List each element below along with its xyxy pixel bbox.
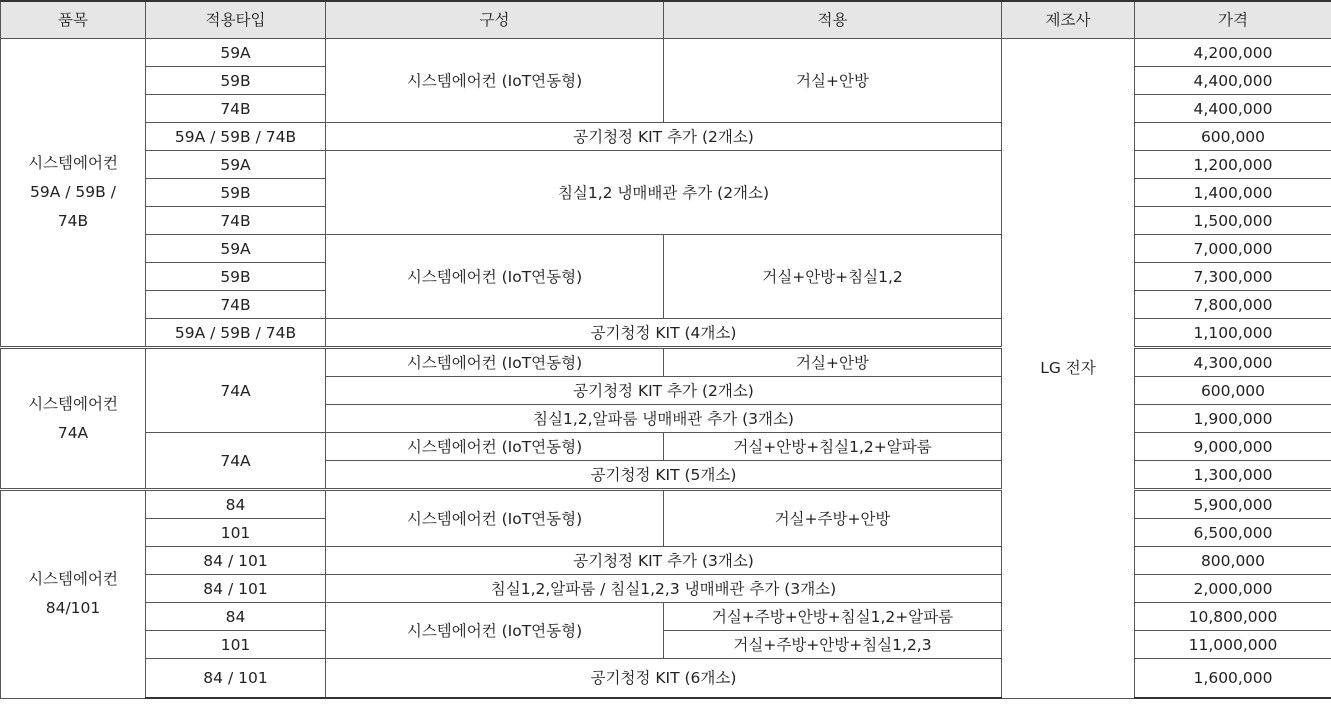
price-cell: 4,200,000 bbox=[1135, 39, 1331, 67]
apply-cell: 거실+주방+안방 bbox=[664, 490, 1002, 547]
config-cell: 시스템에어컨 (IoT연동형) bbox=[326, 39, 664, 123]
price-cell: 600,000 bbox=[1135, 377, 1331, 405]
category-cell bbox=[1, 39, 146, 348]
apply-cell: 거실+주방+안방+침실1,2+알파룸 bbox=[664, 603, 1002, 631]
config-cell: 공기청정 KIT 추가 (2개소) bbox=[326, 123, 1002, 151]
config-cell: 시스템에어컨 (IoT연동형) bbox=[326, 433, 664, 461]
type-cell: 74A bbox=[146, 433, 326, 490]
type-cell: 101 bbox=[146, 519, 326, 547]
type-cell: 84 / 101 bbox=[146, 659, 326, 699]
apply-cell: 거실+안방 bbox=[664, 39, 1002, 123]
type-cell: 59B bbox=[146, 263, 326, 291]
type-cell: 84 / 101 bbox=[146, 575, 326, 603]
type-cell: 59B bbox=[146, 67, 326, 95]
config-cell: 침실1,2,알파룸 냉매배관 추가 (3개소) bbox=[326, 405, 1002, 433]
price-cell: 1,500,000 bbox=[1135, 207, 1331, 235]
apply-cell: 거실+안방+침실1,2 bbox=[664, 235, 1002, 319]
header-type: 적용타입 bbox=[146, 1, 326, 39]
category-line: 74B bbox=[57, 212, 89, 230]
config-cell: 침실1,2,알파룸 / 침실1,2,3 냉매배관 추가 (3개소) bbox=[326, 575, 1002, 603]
type-cell: 74B bbox=[146, 291, 326, 319]
price-cell: 5,900,000 bbox=[1135, 490, 1331, 519]
price-cell: 600,000 bbox=[1135, 123, 1331, 151]
config-cell: 공기청정 KIT 추가 (3개소) bbox=[326, 547, 1002, 575]
price-cell: 4,300,000 bbox=[1135, 348, 1331, 377]
type-cell: 59A / 59B / 74B bbox=[146, 123, 326, 151]
price-cell: 1,400,000 bbox=[1135, 179, 1331, 207]
type-cell: 74A bbox=[146, 348, 326, 433]
category-line: 59A / 59B / bbox=[30, 183, 116, 201]
price-cell: 1,200,000 bbox=[1135, 151, 1331, 179]
category-cell bbox=[1, 490, 146, 699]
header-apply: 적용 bbox=[664, 1, 1002, 39]
price-cell: 10,800,000 bbox=[1135, 603, 1331, 631]
header-config: 구성 bbox=[326, 1, 664, 39]
config-cell: 침실1,2 냉매배관 추가 (2개소) bbox=[326, 151, 1002, 235]
config-cell: 시스템에어컨 (IoT연동형) bbox=[326, 348, 664, 377]
category-line: 시스템에어컨 bbox=[28, 394, 118, 413]
category-cell bbox=[1, 348, 146, 490]
price-cell: 9,000,000 bbox=[1135, 433, 1331, 461]
config-cell: 시스템에어컨 (IoT연동형) bbox=[326, 603, 664, 659]
type-cell: 84 bbox=[146, 490, 326, 519]
config-cell: 공기청정 KIT (4개소) bbox=[326, 319, 1002, 348]
category-line: 74A bbox=[57, 423, 89, 442]
price-cell: 1,600,000 bbox=[1135, 659, 1331, 699]
config-cell: 시스템에어컨 (IoT연동형) bbox=[326, 235, 664, 319]
header-row bbox=[1, 1, 1331, 39]
price-cell: 6,500,000 bbox=[1135, 519, 1331, 547]
header-manufacturer: 제조사 bbox=[1002, 1, 1135, 39]
price-cell: 11,000,000 bbox=[1135, 631, 1331, 659]
type-cell: 59B bbox=[146, 179, 326, 207]
price-cell: 1,900,000 bbox=[1135, 405, 1331, 433]
price-cell: 4,400,000 bbox=[1135, 67, 1331, 95]
category-line: 84/101 bbox=[45, 599, 101, 618]
price-cell: 4,400,000 bbox=[1135, 95, 1331, 123]
category-line: 시스템에어컨 bbox=[28, 570, 118, 589]
type-cell: 59A bbox=[146, 39, 326, 67]
config-cell: 공기청정 KIT (6개소) bbox=[326, 659, 1002, 699]
price-cell: 800,000 bbox=[1135, 547, 1331, 575]
price-cell: 1,300,000 bbox=[1135, 461, 1331, 490]
manufacturer-cell: LG 전자 bbox=[1002, 39, 1135, 699]
type-cell: 101 bbox=[146, 631, 326, 659]
category-line: 시스템에어컨 bbox=[28, 154, 118, 172]
price-cell: 7,300,000 bbox=[1135, 263, 1331, 291]
type-cell: 59A bbox=[146, 235, 326, 263]
config-cell: 시스템에어컨 (IoT연동형) bbox=[326, 490, 664, 547]
apply-cell: 거실+안방+침실1,2+알파룸 bbox=[664, 433, 1002, 461]
price-cell: 7,000,000 bbox=[1135, 235, 1331, 263]
header-price: 가격 bbox=[1135, 1, 1331, 39]
price-cell: 7,800,000 bbox=[1135, 291, 1331, 319]
table-row bbox=[1, 39, 1331, 67]
price-cell: 2,000,000 bbox=[1135, 575, 1331, 603]
config-cell: 공기청정 KIT (5개소) bbox=[326, 461, 1002, 490]
type-cell: 74B bbox=[146, 95, 326, 123]
type-cell: 59A bbox=[146, 151, 326, 179]
type-cell: 59A / 59B / 74B bbox=[146, 319, 326, 348]
type-cell: 74B bbox=[146, 207, 326, 235]
apply-cell: 거실+안방 bbox=[664, 348, 1002, 377]
apply-cell: 거실+주방+안방+침실1,2,3 bbox=[664, 631, 1002, 659]
type-cell: 84 / 101 bbox=[146, 547, 326, 575]
header-item: 품목 bbox=[1, 1, 146, 39]
config-cell: 공기청정 KIT 추가 (2개소) bbox=[326, 377, 1002, 405]
price-cell: 1,100,000 bbox=[1135, 319, 1331, 348]
type-cell: 84 bbox=[146, 603, 326, 631]
